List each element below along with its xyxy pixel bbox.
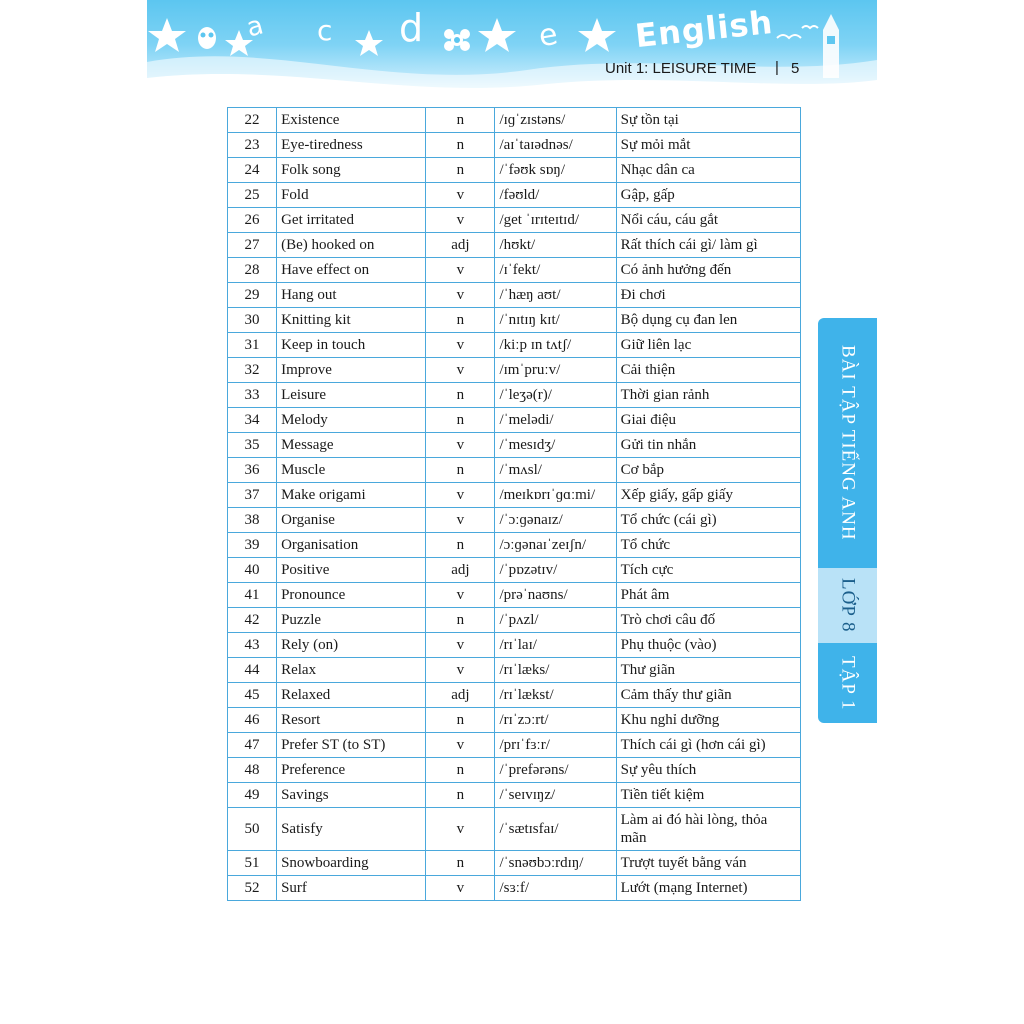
meaning-cell: Tích cực	[616, 558, 800, 583]
pronunciation-cell: /ˈleʒə(r)/	[495, 383, 616, 408]
part-of-speech-cell: v	[426, 808, 495, 851]
part-of-speech-cell: adj	[426, 233, 495, 258]
meaning-cell: Tiền tiết kiệm	[616, 783, 800, 808]
part-of-speech-cell: n	[426, 458, 495, 483]
part-of-speech-cell: n	[426, 758, 495, 783]
word-cell: Leisure	[277, 383, 426, 408]
part-of-speech-cell: v	[426, 583, 495, 608]
meaning-cell: Tổ chức	[616, 533, 800, 558]
table-row	[228, 733, 801, 758]
pronunciation-cell: /ˈpʌzl/	[495, 608, 616, 633]
row-number: 46	[228, 708, 277, 733]
word-cell: Resort	[277, 708, 426, 733]
word-cell: Rely (on)	[277, 633, 426, 658]
table-row	[228, 583, 801, 608]
word-cell: Improve	[277, 358, 426, 383]
word-cell: Prefer ST (to ST)	[277, 733, 426, 758]
meaning-cell: Lướt (mạng Internet)	[616, 876, 800, 901]
pronunciation-cell: /kiːp ɪn tʌtʃ/	[495, 333, 616, 358]
pronunciation-cell: /rɪˈlaɪ/	[495, 633, 616, 658]
row-number: 24	[228, 158, 277, 183]
part-of-speech-cell: n	[426, 533, 495, 558]
part-of-speech-cell: n	[426, 108, 495, 133]
row-number: 40	[228, 558, 277, 583]
meaning-cell: Phát âm	[616, 583, 800, 608]
meaning-cell: Nổi cáu, cáu gắt	[616, 208, 800, 233]
meaning-cell: Xếp giấy, gấp giấy	[616, 483, 800, 508]
meaning-cell: Trò chơi câu đố	[616, 608, 800, 633]
part-of-speech-cell: v	[426, 658, 495, 683]
row-number: 44	[228, 658, 277, 683]
row-number: 41	[228, 583, 277, 608]
pronunciation-cell: /sɜːf/	[495, 876, 616, 901]
meaning-cell: Tổ chức (cái gì)	[616, 508, 800, 533]
header-letter: d	[399, 6, 424, 50]
part-of-speech-cell: n	[426, 408, 495, 433]
word-cell: Melody	[277, 408, 426, 433]
word-cell: Relax	[277, 658, 426, 683]
row-number: 30	[228, 308, 277, 333]
table-row	[228, 108, 801, 133]
word-cell: Knitting kit	[277, 308, 426, 333]
header-letter: c	[317, 14, 333, 47]
part-of-speech-cell: v	[426, 633, 495, 658]
star-icon	[355, 30, 383, 56]
meaning-cell: Đi chơi	[616, 283, 800, 308]
side-tab-title: BÀI TẬP TIẾNG ANH	[818, 318, 877, 568]
row-number: 39	[228, 533, 277, 558]
meaning-cell: Sự tồn tại	[616, 108, 800, 133]
pronunciation-cell: /ˈsætɪsfaɪ/	[495, 808, 616, 851]
pronunciation-cell: /ɪˈfekt/	[495, 258, 616, 283]
word-cell: Preference	[277, 758, 426, 783]
header-letter: a	[243, 10, 267, 44]
part-of-speech-cell: v	[426, 283, 495, 308]
header-separator: |	[775, 59, 779, 76]
table-row	[228, 533, 801, 558]
table-row	[228, 876, 801, 901]
row-number: 35	[228, 433, 277, 458]
row-number: 26	[228, 208, 277, 233]
part-of-speech-cell: v	[426, 508, 495, 533]
row-number: 28	[228, 258, 277, 283]
table-row	[228, 508, 801, 533]
table-row	[228, 558, 801, 583]
part-of-speech-cell: v	[426, 258, 495, 283]
meaning-cell: Phụ thuộc (vào)	[616, 633, 800, 658]
table-row	[228, 633, 801, 658]
row-number: 34	[228, 408, 277, 433]
side-tab-volume: TẬP 1	[818, 643, 877, 723]
table-row	[228, 183, 801, 208]
table-row	[228, 483, 801, 508]
table-row	[228, 408, 801, 433]
word-cell: Existence	[277, 108, 426, 133]
pronunciation-cell: /aɪˈtaɪədnəs/	[495, 133, 616, 158]
part-of-speech-cell: adj	[426, 683, 495, 708]
part-of-speech-cell: n	[426, 608, 495, 633]
part-of-speech-cell: v	[426, 183, 495, 208]
table-row	[228, 683, 801, 708]
header-letter: e	[536, 16, 561, 55]
row-number: 50	[228, 808, 277, 851]
word-cell: Folk song	[277, 158, 426, 183]
meaning-cell: Rất thích cái gì/ làm gì	[616, 233, 800, 258]
word-cell: Have effect on	[277, 258, 426, 283]
part-of-speech-cell: v	[426, 876, 495, 901]
table-row	[228, 458, 801, 483]
pronunciation-cell: /rɪˈzɔːrt/	[495, 708, 616, 733]
table-row	[228, 333, 801, 358]
meaning-cell: Cải thiện	[616, 358, 800, 383]
table-row	[228, 283, 801, 308]
part-of-speech-cell: v	[426, 733, 495, 758]
word-cell: Keep in touch	[277, 333, 426, 358]
part-of-speech-cell: n	[426, 708, 495, 733]
part-of-speech-cell: adj	[426, 558, 495, 583]
word-cell: Savings	[277, 783, 426, 808]
table-row	[228, 158, 801, 183]
word-cell: Organisation	[277, 533, 426, 558]
meaning-cell: Thời gian rảnh	[616, 383, 800, 408]
side-tab	[818, 318, 877, 723]
pronunciation-cell: /ˈmelədi/	[495, 408, 616, 433]
pronunciation-cell: /ˈnɪtɪŋ kɪt/	[495, 308, 616, 333]
pronunciation-cell: /prɪˈfɜːr/	[495, 733, 616, 758]
row-number: 25	[228, 183, 277, 208]
meaning-cell: Có ảnh hưởng đến	[616, 258, 800, 283]
pronunciation-cell: /ɪɡˈzɪstəns/	[495, 108, 616, 133]
pronunciation-cell: /ˈseɪvɪŋz/	[495, 783, 616, 808]
pronunciation-cell: /ɪmˈpruːv/	[495, 358, 616, 383]
meaning-cell: Cơ bắp	[616, 458, 800, 483]
table-row	[228, 208, 801, 233]
flower-icon	[444, 29, 470, 51]
row-number: 47	[228, 733, 277, 758]
word-cell: Satisfy	[277, 808, 426, 851]
part-of-speech-cell: v	[426, 358, 495, 383]
part-of-speech-cell: v	[426, 483, 495, 508]
unit-title: Unit 1: LEISURE TIME	[605, 60, 757, 77]
part-of-speech-cell: n	[426, 383, 495, 408]
table-row	[228, 658, 801, 683]
book-page	[147, 0, 877, 1024]
pronunciation-cell: /meɪkɒrɪˈɡɑːmi/	[495, 483, 616, 508]
part-of-speech-cell: v	[426, 208, 495, 233]
part-of-speech-cell: n	[426, 133, 495, 158]
table-row	[228, 383, 801, 408]
word-cell: Make origami	[277, 483, 426, 508]
pronunciation-cell: /fəʊld/	[495, 183, 616, 208]
word-cell: (Be) hooked on	[277, 233, 426, 258]
row-number: 43	[228, 633, 277, 658]
table-row	[228, 258, 801, 283]
table-row	[228, 433, 801, 458]
meaning-cell: Bộ dụng cụ đan len	[616, 308, 800, 333]
meaning-cell: Thích cái gì (hơn cái gì)	[616, 733, 800, 758]
row-number: 45	[228, 683, 277, 708]
brand-logo-text: English	[633, 2, 775, 56]
pronunciation-cell: /get ˈɪrɪteɪtɪd/	[495, 208, 616, 233]
pronunciation-cell: /ˈhæŋ aʊt/	[495, 283, 616, 308]
row-number: 27	[228, 233, 277, 258]
table-row	[228, 758, 801, 783]
pronunciation-cell: /ˈmesɪdʒ/	[495, 433, 616, 458]
word-cell: Get irritated	[277, 208, 426, 233]
word-cell: Hang out	[277, 283, 426, 308]
word-cell: Pronounce	[277, 583, 426, 608]
meaning-cell: Sự mỏi mắt	[616, 133, 800, 158]
word-cell: Muscle	[277, 458, 426, 483]
table-row	[228, 783, 801, 808]
table-row	[228, 133, 801, 158]
row-number: 48	[228, 758, 277, 783]
meaning-cell: Cảm thấy thư giãn	[616, 683, 800, 708]
word-cell: Puzzle	[277, 608, 426, 633]
part-of-speech-cell: v	[426, 433, 495, 458]
table-row	[228, 851, 801, 876]
pronunciation-cell: /prəˈnaʊns/	[495, 583, 616, 608]
side-tab-grade: LỚP 8	[818, 568, 877, 643]
pronunciation-cell: /ˈprefərəns/	[495, 758, 616, 783]
word-cell: Snowboarding	[277, 851, 426, 876]
tower-icon	[823, 14, 839, 78]
table-row	[228, 708, 801, 733]
meaning-cell: Gửi tin nhắn	[616, 433, 800, 458]
row-number: 33	[228, 383, 277, 408]
row-number: 52	[228, 876, 277, 901]
row-number: 42	[228, 608, 277, 633]
table-row	[228, 308, 801, 333]
word-cell: Organise	[277, 508, 426, 533]
header-banner	[147, 0, 877, 100]
word-cell: Positive	[277, 558, 426, 583]
word-cell: Eye-tiredness	[277, 133, 426, 158]
row-number: 37	[228, 483, 277, 508]
row-number: 32	[228, 358, 277, 383]
table-row	[228, 608, 801, 633]
pronunciation-cell: /ˈɔːɡənaɪz/	[495, 508, 616, 533]
word-cell: Message	[277, 433, 426, 458]
row-number: 38	[228, 508, 277, 533]
row-number: 51	[228, 851, 277, 876]
part-of-speech-cell: n	[426, 783, 495, 808]
pronunciation-cell: /ɔːɡənaɪˈzeɪʃn/	[495, 533, 616, 558]
row-number: 49	[228, 783, 277, 808]
part-of-speech-cell: n	[426, 158, 495, 183]
row-number: 31	[228, 333, 277, 358]
pronunciation-cell: /ˈfəʊk sɒŋ/	[495, 158, 616, 183]
pronunciation-cell: /rɪˈlækst/	[495, 683, 616, 708]
pronunciation-cell: /ˈsnəʊbɔːrdɪŋ/	[495, 851, 616, 876]
part-of-speech-cell: n	[426, 851, 495, 876]
meaning-cell: Trượt tuyết bằng ván	[616, 851, 800, 876]
page-number: 5	[791, 60, 800, 77]
meaning-cell: Giữ liên lạc	[616, 333, 800, 358]
meaning-cell: Khu nghỉ dưỡng	[616, 708, 800, 733]
meaning-cell: Giai điệu	[616, 408, 800, 433]
meaning-cell: Làm ai đó hài lòng, thỏa mãn	[616, 808, 800, 851]
table-row	[228, 233, 801, 258]
word-cell: Relaxed	[277, 683, 426, 708]
pronunciation-cell: /hʊkt/	[495, 233, 616, 258]
table-row	[228, 358, 801, 383]
star-icon	[148, 18, 186, 52]
meaning-cell: Nhạc dân ca	[616, 158, 800, 183]
row-number: 29	[228, 283, 277, 308]
pronunciation-cell: /rɪˈlæks/	[495, 658, 616, 683]
bird-icon	[777, 26, 818, 38]
owl-icon	[198, 27, 216, 49]
row-number: 36	[228, 458, 277, 483]
vocabulary-table	[227, 107, 801, 901]
pronunciation-cell: /ˈmʌsl/	[495, 458, 616, 483]
star-icon	[478, 18, 516, 52]
word-cell: Fold	[277, 183, 426, 208]
part-of-speech-cell: n	[426, 308, 495, 333]
star-icon	[578, 18, 616, 52]
table-row	[228, 808, 801, 851]
part-of-speech-cell: v	[426, 333, 495, 358]
row-number: 22	[228, 108, 277, 133]
pronunciation-cell: /ˈpɒzətɪv/	[495, 558, 616, 583]
meaning-cell: Sự yêu thích	[616, 758, 800, 783]
meaning-cell: Gập, gấp	[616, 183, 800, 208]
row-number: 23	[228, 133, 277, 158]
word-cell: Surf	[277, 876, 426, 901]
meaning-cell: Thư giãn	[616, 658, 800, 683]
